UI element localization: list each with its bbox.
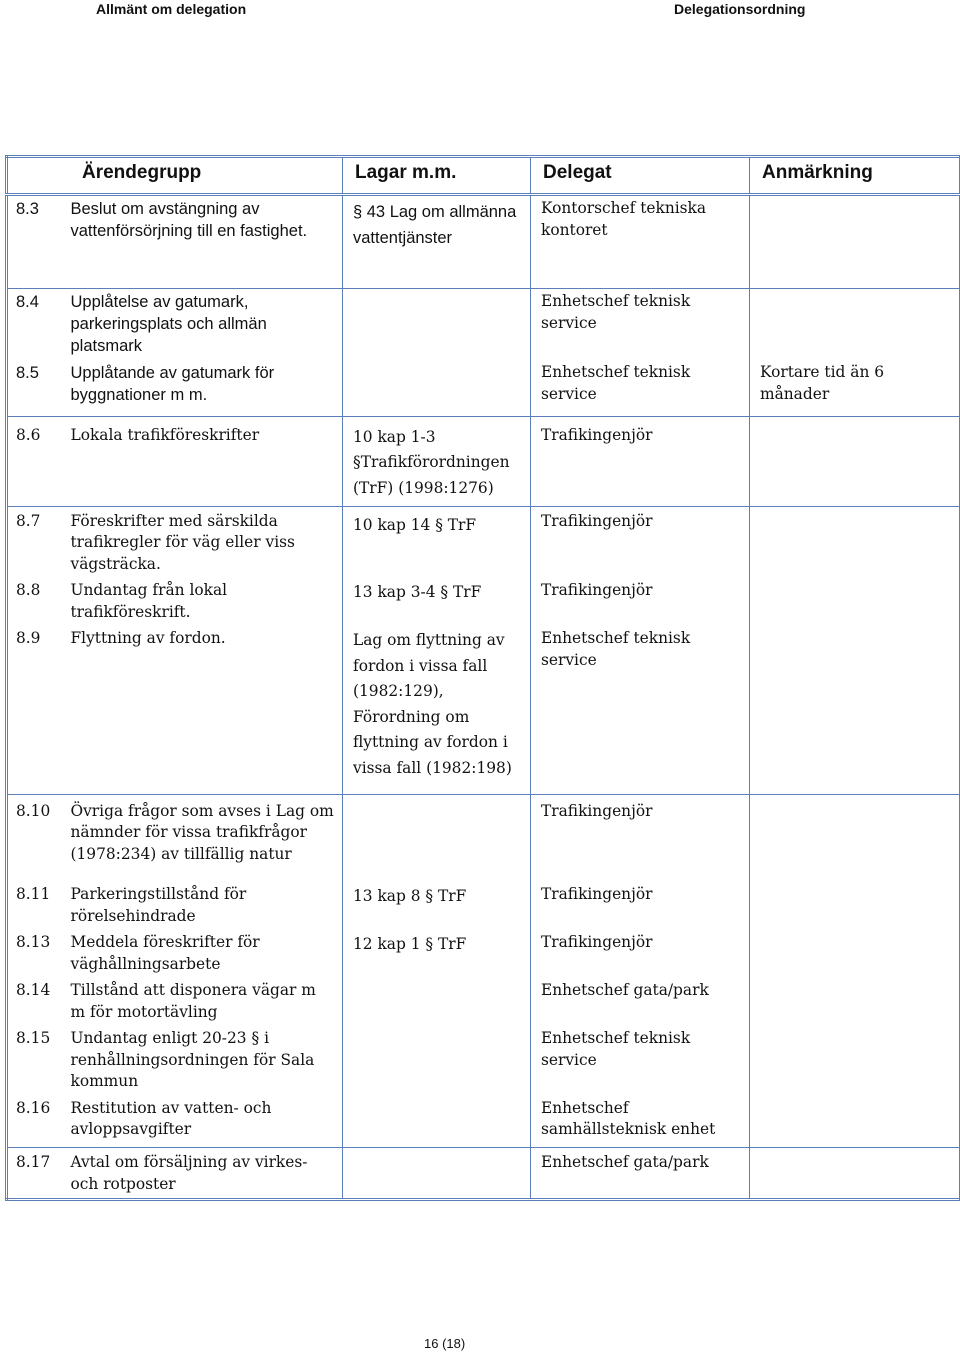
row-group: Övriga frågor som avses i Lag om nämnder för vissa trafikfrågor (1978:234) av tillfällig natur xyxy=(70,801,334,863)
row-law xyxy=(343,289,531,361)
row-note xyxy=(750,506,960,578)
column-header-lagar: Lagar m.m. xyxy=(343,157,531,195)
row-delegate: Trafikingenjör xyxy=(531,882,750,930)
row-note xyxy=(750,930,960,978)
row-note xyxy=(750,195,960,289)
row-delegate: Enhetschef samhällsteknisk enhet xyxy=(531,1096,750,1148)
row-number: 8.9 xyxy=(7,626,69,794)
table-row xyxy=(7,1096,960,1148)
row-law: 10 kap 1-3 §Trafikförordningen (TrF) (1998:1276) xyxy=(343,416,531,506)
row-delegate: Trafikingenjör xyxy=(531,416,750,506)
header-left: Allmänt om delegation xyxy=(96,1,247,17)
row-number: 8.6 xyxy=(7,416,69,506)
table-row xyxy=(7,289,960,361)
row-number: 8.5 xyxy=(7,360,69,416)
row-delegate: Enhetschef teknisk service xyxy=(531,626,750,794)
row-law xyxy=(343,1148,531,1200)
table-header-row xyxy=(7,157,960,195)
table-row xyxy=(7,1026,960,1096)
table-row xyxy=(7,882,960,930)
row-note xyxy=(750,1148,960,1200)
row-law: 10 kap 14 § TrF xyxy=(343,506,531,578)
row-number: 8.15 xyxy=(16,1029,51,1047)
header-right: Delegationsordning xyxy=(674,1,806,17)
row-number: 8.3 xyxy=(7,195,69,289)
row-delegate: Enhetschef teknisk service xyxy=(531,360,750,416)
row-delegate: Trafikingenjör xyxy=(531,794,750,882)
row-delegate: Trafikingenjör xyxy=(531,930,750,978)
table-row xyxy=(7,578,960,626)
row-delegate: Enhetschef teknisk service xyxy=(531,289,750,361)
table-row xyxy=(7,626,960,794)
row-note xyxy=(750,794,960,882)
table-row xyxy=(7,195,960,289)
table-row xyxy=(7,978,960,1026)
row-law xyxy=(343,978,531,1026)
row-law xyxy=(343,1026,531,1096)
row-group: Undantag enligt 20-23 § i renhållningsordningen för Sala kommun xyxy=(70,1029,315,1090)
row-number: 8.13 xyxy=(16,933,51,951)
row-group: Föreskrifter med särskilda trafikregler för väg eller viss vägsträcka. xyxy=(70,511,295,573)
row-number: 8.16 xyxy=(7,1096,69,1148)
row-note xyxy=(750,978,960,1026)
row-note xyxy=(750,1026,960,1096)
row-law: 13 kap 8 § TrF xyxy=(343,882,531,930)
row-group: Restitution av vatten- och avloppsavgifter xyxy=(69,1096,343,1148)
row-number: 8.8 xyxy=(16,581,41,599)
row-group: Flyttning av fordon. xyxy=(69,626,343,794)
row-group: Meddela föreskrifter för väghållningsarbete xyxy=(70,933,260,973)
row-law: 13 kap 3-4 § TrF xyxy=(343,578,531,626)
column-header-delegat: Delegat xyxy=(531,157,750,195)
row-delegate: Trafikingenjör xyxy=(531,506,750,578)
table-row xyxy=(7,794,960,882)
row-group: Parkeringstillstånd för rörelsehindrade xyxy=(70,885,247,925)
row-note xyxy=(750,289,960,361)
page-number: 16 (18) xyxy=(424,1336,466,1351)
row-law: 12 kap 1 § TrF xyxy=(343,930,531,978)
row-delegate: Enhetschef gata/park xyxy=(531,1148,750,1200)
row-law: Lag om flyttning av fordon i vissa fall (1982:129), Förordning om flyttning av fordon i vissa fall (1982:198) xyxy=(343,626,531,794)
row-group: Lokala trafikföreskrifter xyxy=(69,416,343,506)
row-number: 8.4 xyxy=(16,293,39,311)
row-law xyxy=(343,794,531,882)
table-row xyxy=(7,416,960,506)
table-row xyxy=(7,1148,960,1200)
column-header-arendegrupp: Ärendegrupp xyxy=(7,157,343,195)
row-law xyxy=(343,1096,531,1148)
row-number: 8.10 xyxy=(16,801,51,820)
row-delegate: Trafikingenjör xyxy=(531,578,750,626)
row-number: 8.11 xyxy=(16,885,51,903)
row-delegate: Enhetschef gata/park xyxy=(531,978,750,1026)
row-note xyxy=(750,1096,960,1148)
row-note xyxy=(750,416,960,506)
row-group: Beslut om avstängning av vattenförsörjning till en fastighet. xyxy=(69,195,343,289)
table-row xyxy=(7,506,960,578)
row-delegate: Enhetschef teknisk service xyxy=(531,1026,750,1096)
delegation-table xyxy=(5,155,960,1201)
row-group: Upplåtande av gatumark för byggnationer m m. xyxy=(69,360,343,416)
row-number: 8.7 xyxy=(16,511,41,530)
column-header-anmarkning: Anmärkning xyxy=(750,157,960,195)
row-note: Kortare tid än 6 månader xyxy=(750,360,960,416)
row-law xyxy=(343,360,531,416)
row-group: Avtal om försäljning av virkes- och rotposter xyxy=(70,1153,308,1193)
row-note xyxy=(750,626,960,794)
row-group: Tillstånd att disponera vägar m m för motortävling xyxy=(70,981,316,1021)
row-delegate: Kontorschef tekniska kontoret xyxy=(531,195,750,289)
row-group: Upplåtelse av gatumark, parkeringsplats och allmän platsmark xyxy=(70,293,267,355)
row-number: 8.14 xyxy=(16,981,51,999)
row-note xyxy=(750,882,960,930)
table-row xyxy=(7,930,960,978)
row-law: § 43 Lag om allmänna vattentjänster xyxy=(343,195,531,289)
row-note xyxy=(750,578,960,626)
table-row xyxy=(7,360,960,416)
row-number: 8.17 xyxy=(16,1153,51,1171)
row-group: Undantag från lokal trafikföreskrift. xyxy=(70,581,228,621)
